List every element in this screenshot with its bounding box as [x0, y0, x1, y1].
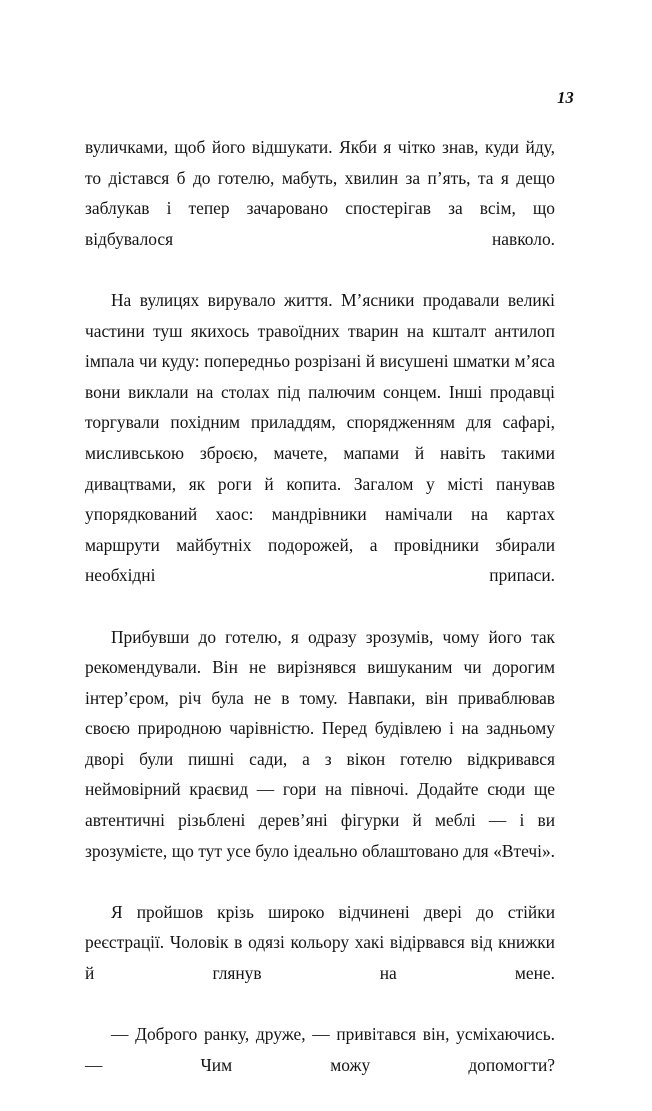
paragraph: На вулицях вирувало життя. М’ясники продавали великі частини туш якихось травоїдних тварин на кшталт антилоп імпала чи куду: попередньо розрізані й висушені шматки м’яса вони виклали на столах під палючим сонцем. Інші продавці торгували похідним приладдям, спорядженням для сафарі, мисливською зброєю, мачете, мапами й навіть такими дивацтвами, як роги й копита. Загалом у місті панував упорядкований хаос: мандрівники намічали на картах маршрути майбутніх подорожей, а провідники збирали необхідні припаси. [85, 289, 555, 586]
paragraph: Я пройшов крізь широко відчинені двері до стійки реєстрації. Чоловік в одязі кольору хакі відірвався від книжки й глянув на мене. [85, 901, 555, 984]
paragraph: вуличками, щоб його відшукати. Якби я чітко знав, куди йду, то дістався б до готелю, мабуть, хвилин за п’ять, та я дещо заблукав і тепер зачаровано спостерігав за всім, що відбувалося навколо. [85, 137, 555, 249]
paragraph: — Доброго ранку, друже, — привітався він, усміхаючись. — Чим можу допомогти? [85, 1024, 555, 1075]
page-number: 13 [557, 88, 574, 107]
paragraph: Прибувши до готелю, я одразу зрозумів, чому його так рекомендували. Він не вирізнявся вишуканим чи дорогим інтер’єром, річ була не в тому. Навпаки, він приваблював своєю природною чарівністю. Перед будівлею і на задньому дворі були пишні сади, а з вікон готелю відкривався неймовірний краєвид — гори на півночі. Додайте сюди ще автентичні різьблені дерев’яні фігурки й меблі — і ви зрозумієте, що тут усе було ідеально облаштовано для «Втечі». [85, 626, 555, 861]
body-text-block [85, 132, 555, 1111]
